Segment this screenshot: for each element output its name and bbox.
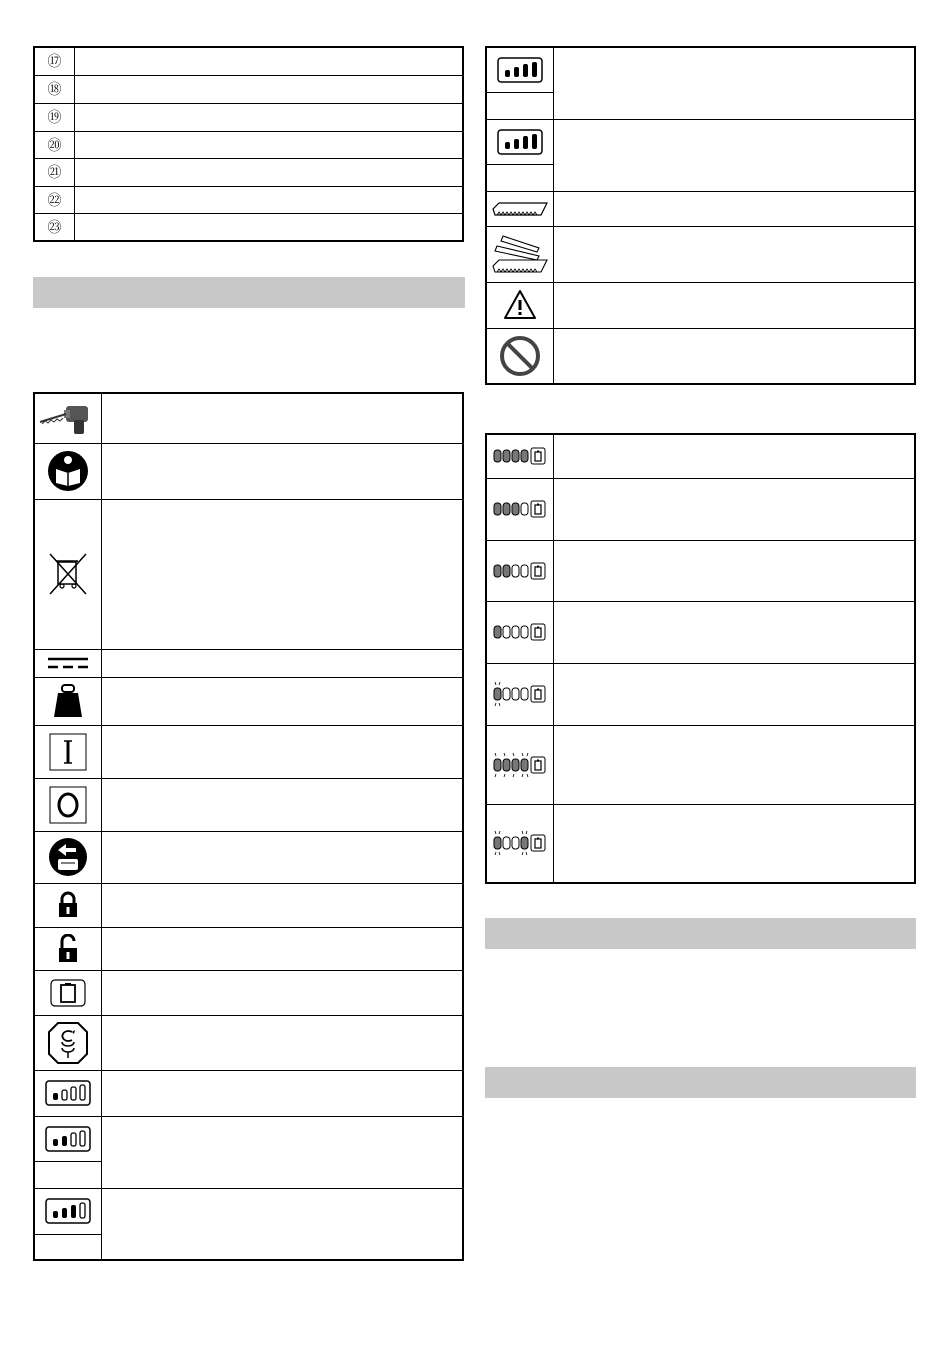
part-description-cell	[75, 75, 464, 103]
symbol-description-cell	[102, 970, 464, 1015]
symbol-description-cell	[554, 328, 916, 384]
battery-gauge-4-icon	[497, 129, 543, 155]
battery-gauge-2-icon	[45, 1126, 91, 1152]
symbol-cell	[34, 831, 102, 883]
indicator-description-cell	[554, 601, 916, 663]
battery-gauge-3-icon	[45, 1198, 91, 1224]
battery-gauge-4-icon	[497, 57, 543, 83]
switch-off-icon	[49, 786, 87, 824]
indicator-description-cell	[554, 804, 916, 883]
section-header-bar	[33, 277, 465, 308]
symbol-cell	[34, 778, 102, 831]
symbol-cell-empty	[486, 164, 554, 191]
symbol-description-cell	[554, 282, 916, 328]
symbol-cell-empty	[34, 1234, 102, 1260]
indicator-outer-blinking-icon	[492, 828, 548, 858]
indicator-description-cell	[554, 663, 916, 725]
remove-battery-icon	[48, 837, 88, 877]
symbol-cell	[486, 47, 554, 92]
symbol-description-cell	[102, 831, 464, 883]
part-number: ⑲	[34, 103, 75, 131]
symbol-description-cell	[102, 393, 464, 443]
symbol-description-cell	[102, 1188, 464, 1260]
symbol-description-cell	[102, 499, 464, 649]
indicator-cell	[486, 478, 554, 540]
symbol-cell	[486, 119, 554, 164]
symbol-cell	[34, 1116, 102, 1161]
weight-icon	[53, 683, 83, 719]
lock-icon	[57, 891, 79, 919]
part-number: ⑱	[34, 75, 75, 103]
part-description-cell	[75, 158, 464, 186]
reciprocating-saw-icon	[38, 398, 98, 438]
indicator-cell	[486, 540, 554, 601]
symbol-description-cell	[102, 725, 464, 778]
symbols-table-left	[33, 392, 464, 1261]
symbol-description-cell	[554, 47, 916, 119]
symbol-description-cell	[554, 119, 916, 191]
rotation-direction-icon	[48, 1022, 88, 1064]
indicator-4-lit-icon	[492, 446, 548, 466]
saw-blade-icon	[491, 201, 549, 217]
symbol-description-cell	[102, 883, 464, 927]
prohibition-icon	[498, 334, 542, 378]
symbol-cell	[34, 1070, 102, 1116]
battery-gauge-1-icon	[45, 1080, 91, 1106]
part-number: ㉒	[34, 186, 75, 213]
symbol-description-cell	[102, 649, 464, 677]
symbol-cell	[34, 393, 102, 443]
symbol-description-cell	[102, 677, 464, 725]
indicator-all-blinking-icon	[492, 750, 548, 780]
symbol-cell	[486, 328, 554, 384]
symbol-cell	[34, 725, 102, 778]
part-description-cell	[75, 131, 464, 158]
part-number: ⑳	[34, 131, 75, 158]
parts-number-table	[33, 46, 464, 242]
saw-blade-stack-icon	[491, 232, 549, 276]
symbol-cell	[34, 970, 102, 1015]
indicator-description-cell	[554, 725, 916, 804]
part-description-cell	[75, 103, 464, 131]
symbols-table-right	[485, 46, 916, 385]
symbol-description-cell	[102, 443, 464, 499]
crossed-out-wheelie-bin-icon	[48, 552, 88, 596]
symbol-cell-empty	[486, 92, 554, 119]
symbol-description-cell	[554, 226, 916, 282]
indicator-1-blinking-icon	[492, 679, 548, 709]
symbol-cell	[486, 226, 554, 282]
indicator-description-cell	[554, 478, 916, 540]
symbol-description-cell	[102, 1116, 464, 1188]
part-number: ⑰	[34, 47, 75, 75]
part-description-cell	[75, 47, 464, 75]
symbol-cell	[34, 499, 102, 649]
symbol-cell	[486, 191, 554, 226]
battery-icon	[50, 979, 86, 1007]
symbol-description-cell	[102, 1070, 464, 1116]
symbol-description-cell	[102, 778, 464, 831]
symbol-cell	[34, 927, 102, 970]
indicator-1-lit-icon	[492, 622, 548, 642]
symbol-cell-empty	[34, 1161, 102, 1188]
indicator-description-cell	[554, 540, 916, 601]
section-header-bar	[485, 918, 916, 949]
indicator-cell	[486, 601, 554, 663]
switch-on-icon	[49, 733, 87, 771]
unlock-icon	[57, 934, 79, 964]
indicator-cell	[486, 434, 554, 478]
indicator-3-lit-icon	[492, 499, 548, 519]
symbol-cell	[34, 1188, 102, 1234]
battery-indicator-table	[485, 433, 916, 884]
read-manual-icon	[46, 449, 90, 493]
symbol-cell	[34, 677, 102, 725]
part-number: ㉓	[34, 213, 75, 241]
part-description-cell	[75, 213, 464, 241]
direct-current-icon	[46, 656, 90, 670]
symbol-description-cell	[554, 191, 916, 226]
symbol-cell	[34, 1015, 102, 1070]
section-header-bar	[485, 1067, 916, 1098]
part-description-cell	[75, 186, 464, 213]
symbol-cell	[34, 883, 102, 927]
warning-triangle-icon	[503, 289, 537, 321]
indicator-cell	[486, 725, 554, 804]
indicator-description-cell	[554, 434, 916, 478]
symbol-description-cell	[102, 927, 464, 970]
symbol-cell	[486, 282, 554, 328]
symbol-description-cell	[102, 1015, 464, 1070]
part-number: ㉑	[34, 158, 75, 186]
indicator-cell	[486, 663, 554, 725]
symbol-cell	[34, 649, 102, 677]
indicator-2-lit-icon	[492, 561, 548, 581]
indicator-cell	[486, 804, 554, 883]
symbol-cell	[34, 443, 102, 499]
